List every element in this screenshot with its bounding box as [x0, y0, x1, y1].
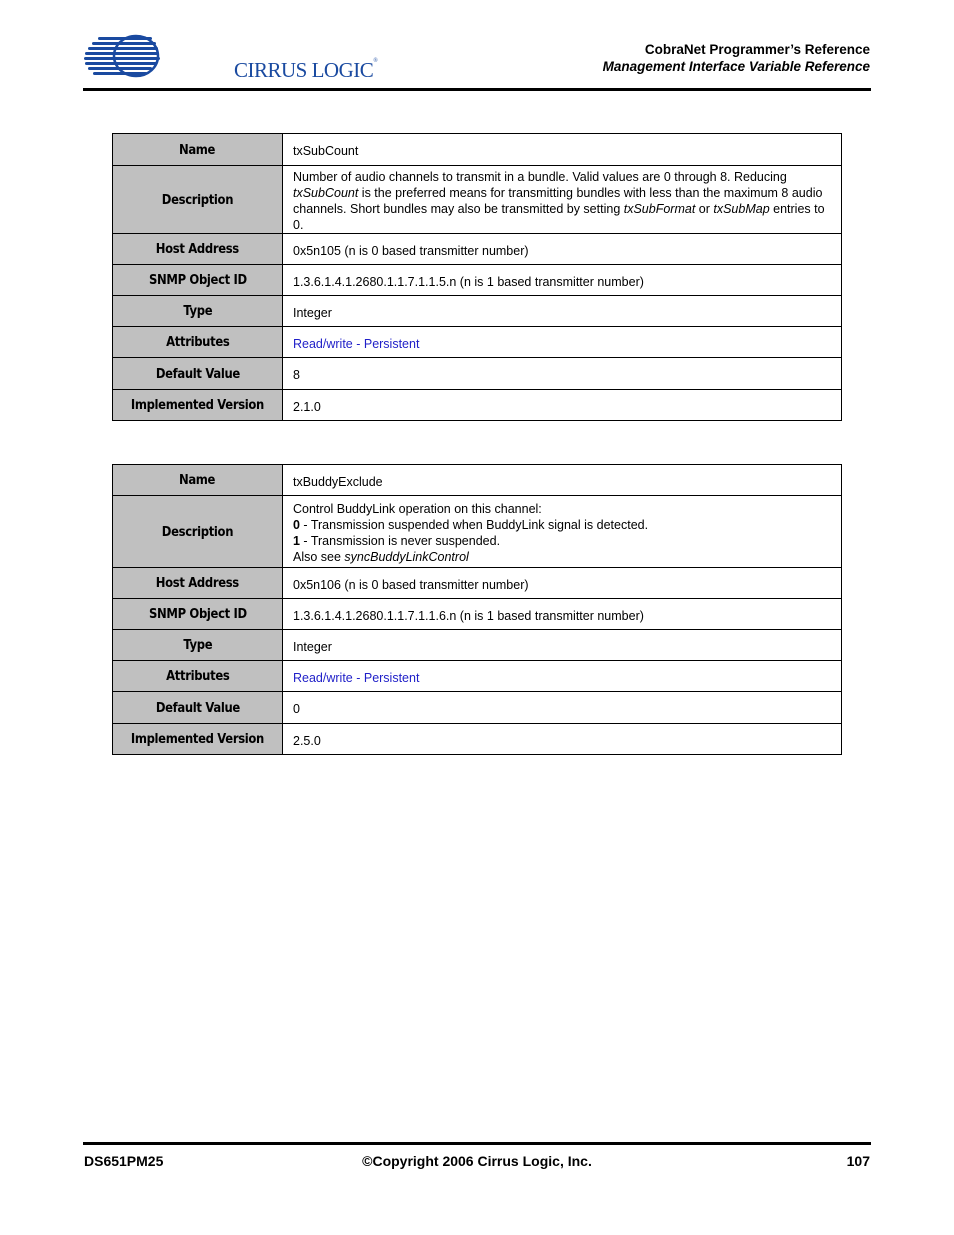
- table-row: [113, 568, 842, 599]
- row-label-type: Type: [113, 630, 283, 661]
- table-row: [113, 134, 842, 166]
- type-value: Integer: [283, 630, 842, 661]
- row-label-snmp: SNMP Object ID: [113, 599, 283, 630]
- page-number: 107: [846, 1153, 870, 1169]
- table-row: [113, 296, 842, 327]
- table-row: [113, 692, 842, 724]
- snmp-value: 1.3.6.1.4.1.2680.1.1.7.1.1.5.n (n is 1 based transmitter number): [283, 265, 842, 296]
- row-label-name: Name: [113, 465, 283, 496]
- row-label-default: Default Value: [113, 358, 283, 390]
- table-row: [113, 465, 842, 496]
- row-label-version: Implemented Version: [113, 390, 283, 421]
- row-label-description: Description: [113, 496, 283, 568]
- row-label-default: Default Value: [113, 692, 283, 724]
- row-label-description: Description: [113, 166, 283, 234]
- document-id: DS651PM25: [84, 1153, 164, 1169]
- table-row: [113, 599, 842, 630]
- variable-table-txsubcount: [112, 133, 842, 421]
- host-address-value: 0x5n106 (n is 0 based transmitter number): [283, 568, 842, 599]
- variable-table-txbuddyexclude: [112, 464, 842, 755]
- variable-description: Control BuddyLink operation on this channel: 0 - Transmission suspended when BuddyLink signal is detected. 1 - Transmission is never suspended. Also see syncBuddyLinkControl: [283, 496, 842, 568]
- cirrus-logic-logo: [84, 34, 378, 82]
- row-label-type: Type: [113, 296, 283, 327]
- row-label-snmp: SNMP Object ID: [113, 265, 283, 296]
- header-rule: [83, 88, 871, 91]
- default-value: 8: [283, 358, 842, 390]
- default-value: 0: [283, 692, 842, 724]
- header-subtitle: Management Interface Variable Reference: [602, 59, 870, 74]
- type-value: Integer: [283, 296, 842, 327]
- version-value: 2.5.0: [283, 724, 842, 755]
- host-address-value: 0x5n105 (n is 0 based transmitter number): [283, 234, 842, 265]
- table-row: [113, 265, 842, 296]
- table-row: [113, 390, 842, 421]
- copyright: ©Copyright 2006 Cirrus Logic, Inc.: [362, 1153, 592, 1169]
- footer-rule: [83, 1142, 871, 1145]
- row-label-host-address: Host Address: [113, 568, 283, 599]
- table-row: [113, 166, 842, 234]
- row-label-version: Implemented Version: [113, 724, 283, 755]
- running-header: [603, 41, 870, 75]
- attributes-link[interactable]: Read/write - Persistent: [283, 661, 842, 692]
- logo-swoosh-icon: [84, 34, 164, 82]
- row-label-host-address: Host Address: [113, 234, 283, 265]
- variable-description: Number of audio channels to transmit in a bundle. Valid values are 0 through 8. Reducing txSubCount is the preferred means for transmitting bundles with less than the maximum 8 audio channels. Short bundles may also be transmitted by setting txSubFormat or txSubMap entries to 0.: [283, 166, 842, 234]
- attributes-link[interactable]: Read/write - Persistent: [283, 327, 842, 358]
- variable-name: txSubCount: [283, 134, 842, 166]
- row-label-attributes: Attributes: [113, 661, 283, 692]
- table-row: [113, 496, 842, 568]
- variable-name: txBuddyExclude: [283, 465, 842, 496]
- table-row: [113, 630, 842, 661]
- row-label-attributes: Attributes: [113, 327, 283, 358]
- table-row: [113, 724, 842, 755]
- table-row: [113, 358, 842, 390]
- table-row: [113, 661, 842, 692]
- logo-text: CIRRUS LOGIC®: [234, 58, 378, 82]
- table-row: [113, 234, 842, 265]
- row-label-name: Name: [113, 134, 283, 166]
- snmp-value: 1.3.6.1.4.1.2680.1.1.7.1.1.6.n (n is 1 based transmitter number): [283, 599, 842, 630]
- version-value: 2.1.0: [283, 390, 842, 421]
- header-title: CobraNet Programmer’s Reference: [644, 42, 870, 57]
- table-row: [113, 327, 842, 358]
